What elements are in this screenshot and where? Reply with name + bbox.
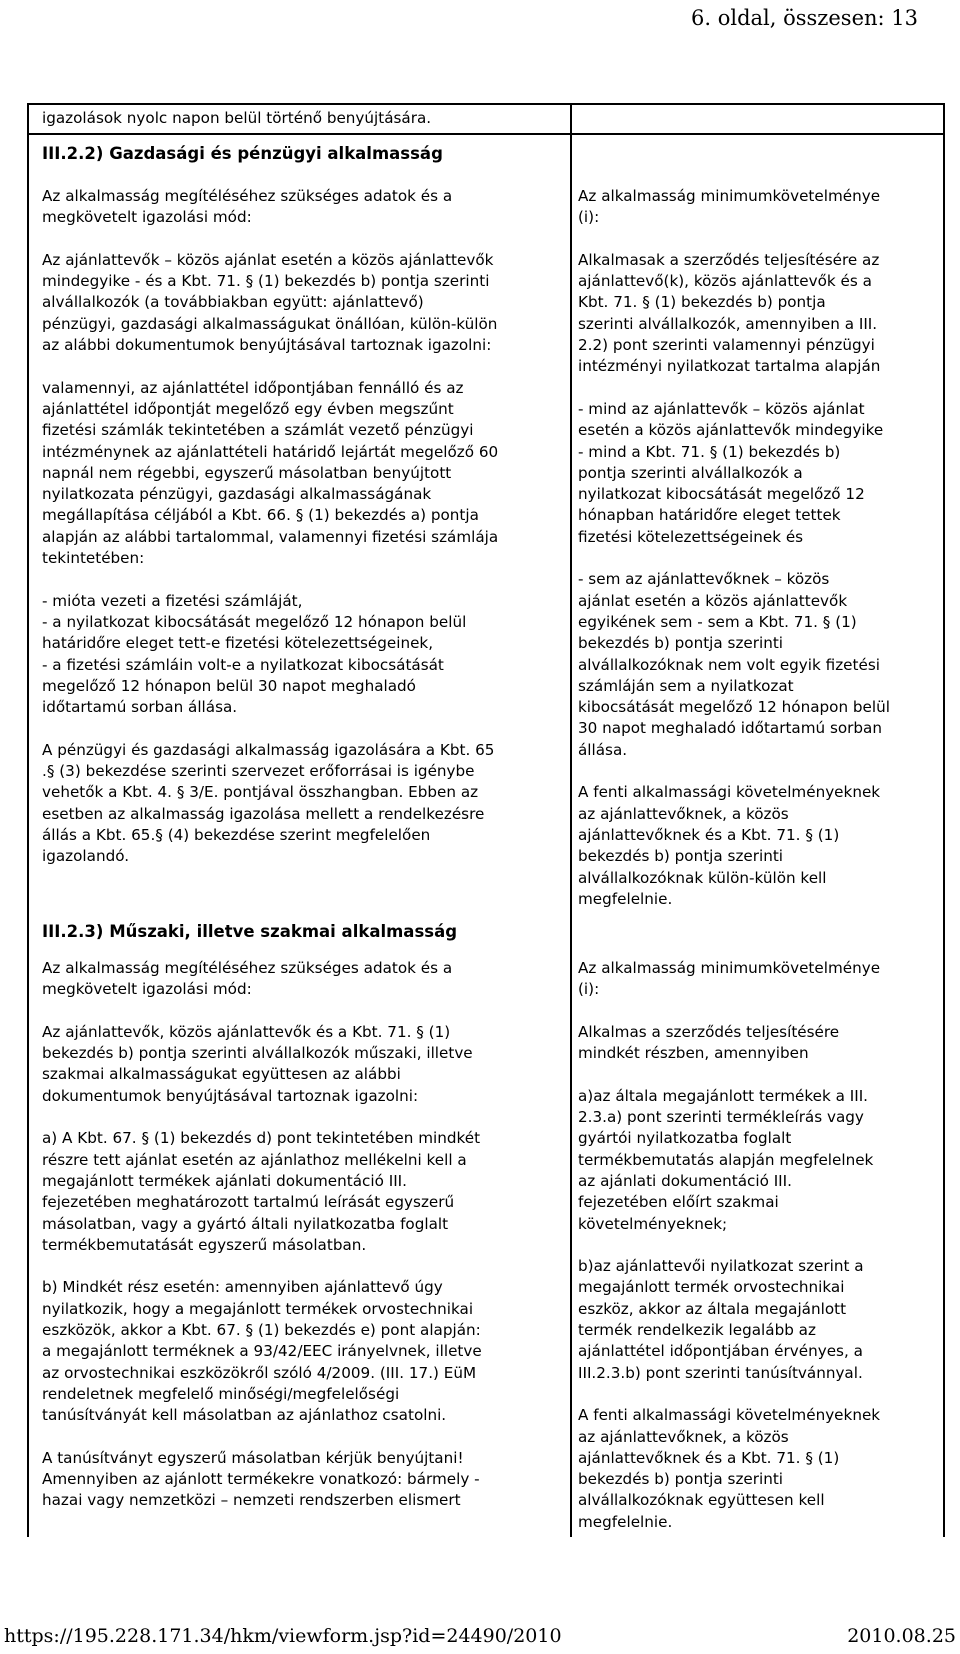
paragraph-line: nyilatkozik, hogy a megajánlott termékek orvostechnikai (42, 1299, 474, 1318)
paragraph-line: Az ajánlattevők, közös ajánlattevők és a Kbt. 71. § (1) (42, 1022, 451, 1041)
top-row-text (42, 108, 562, 129)
paragraph-line: tekintetében: (42, 549, 145, 568)
paragraph-line: mindkét részben, amennyiben (578, 1044, 809, 1063)
section-2-right-text (578, 958, 940, 1533)
paragraph-line: III.2.3.b) pont szerinti tanúsítvánnyal. (578, 1363, 863, 1382)
paragraph-line: megfelelnie. (578, 889, 673, 908)
paragraph-line: állása. (578, 740, 628, 759)
paragraph-line: esetben az alkalmasság igazolása mellett a rendelkezésre (42, 804, 485, 823)
paragraph-line: alvállalkozók (a továbbiakban együtt: ajánlattevő) (42, 293, 424, 312)
paragraph-line: hazai vagy nemzetközi – nemzeti rendszerben elismert (42, 1491, 461, 1510)
paragraph-line: ajánlattevőknek és a Kbt. 71. § (1) (578, 825, 840, 844)
paragraph-line: szakmai alkalmasságukat együttesen az alábbi (42, 1065, 401, 1084)
paragraph-line: termékbemutatás alapján megfelelnek (578, 1150, 874, 1169)
paragraph-line: Az ajánlattevők – közös ajánlat esetén a közös ajánlattevők (42, 250, 494, 269)
paragraph-line: termékbemutatását egyszerű másolatban. (42, 1235, 367, 1254)
paragraph-line: ajánlattevő(k), közös ajánlattevők és a (578, 272, 872, 291)
paragraph-line: ajánlat esetén a közös ajánlattevők (578, 591, 848, 610)
paragraph-line: hónapban határidőre eleget tettek (578, 506, 841, 525)
paragraph-line: Az alkalmasság megítéléséhez szükséges adatok és a (42, 959, 453, 977)
page-number-header: 6. oldal, összesen: 13 (691, 6, 918, 30)
paragraph-line: vehetők a Kbt. 4. § 3/E. pontjával összhangban. Ebben az (42, 783, 479, 802)
paragraph-line: alvállalkozóknak külön-külön kell (578, 868, 827, 887)
paragraph-line: részre tett ajánlat esetén az ajánlathoz mellékelni kell a (42, 1150, 467, 1169)
paragraph-line: Az alkalmasság minimumkövetelménye (578, 187, 881, 205)
paragraph-line: bekezdés b) pontja szerinti (578, 1470, 784, 1489)
paragraph-line: bekezdés b) pontja szerinti (578, 847, 784, 866)
row-divider (27, 133, 944, 135)
paragraph-line: megajánlott termék orvostechnikai (578, 1278, 845, 1297)
paragraph-line: megállapítása céljából a Kbt. 66. § (1) bekezdés a) pontja (42, 506, 479, 525)
paragraph-line: b) Mindkét rész esetén: amennyiben ajánlattevő úgy (42, 1278, 443, 1297)
paragraph-line: fejezetében előírt szakmai (578, 1193, 779, 1212)
paragraph-line: az orvostechnikai eszközökről szóló 4/2009. (III. 17.) EüM (42, 1363, 477, 1382)
paragraph-line: alvállalkozóknak együttesen kell (578, 1491, 825, 1510)
paragraph-line: tanúsítványát kell másolatban az ajánlathoz csatolni. (42, 1406, 447, 1425)
paragraph-line: az ajánlati dokumentáció III. (578, 1171, 792, 1190)
paragraph-line: b)az ajánlattevői nyilatkozat szerint a (578, 1257, 864, 1276)
table-right-border (943, 103, 945, 1537)
table-left-border (27, 103, 29, 1537)
paragraph-line: megelőző 12 hónapon belül 30 napot meghaladó (42, 676, 416, 695)
paragraph-line: Alkalmas a szerződés teljesítésére (578, 1022, 840, 1041)
paragraph-line: - a nyilatkozat kibocsátását megelőző 12 hónapon belül (42, 612, 467, 631)
section-1-right-text (578, 186, 940, 910)
paragraph-line: nyilatkozat kibocsátását megelőző 12 (578, 485, 865, 504)
paragraph-line: követelményeknek; (578, 1214, 728, 1233)
paragraph-line: pénzügyi, gazdasági alkalmasságukat önállóan, külön-külön (42, 314, 498, 333)
paragraph-line: intézményi nyilatkozat tartalma alapján (578, 357, 881, 376)
paragraph-line: időtartamú sorban állása. (42, 698, 238, 717)
paragraph-line: - sem az ajánlattevőknek – közös (578, 570, 830, 589)
paragraph-line: nyilatkozata pénzügyi, gazdasági alkalmasságának (42, 485, 432, 504)
section-2-heading (42, 921, 562, 943)
footer-date: 2010.08.25 (847, 1625, 956, 1647)
paragraph-line: eszköz, akkor az általa megajánlott (578, 1299, 847, 1318)
paragraph-line: A fenti alkalmassági követelményeknek (578, 783, 881, 802)
paragraph-line: az ajánlattevőknek, a közös (578, 804, 789, 823)
paragraph-line: másolatban, vagy a gyártó általi nyilatkozatba foglalt (42, 1214, 449, 1233)
paragraph-line: fizetési kötelezettségeinek és (578, 527, 804, 546)
paragraph-line: a) A Kbt. 67. § (1) bekezdés d) pont tekintetében mindkét (42, 1129, 481, 1148)
paragraph-line: esetén a közös ajánlattevők mindegyike (578, 421, 884, 440)
section-heading: III.2.2) Gazdasági és pénzügyi alkalmasság (42, 144, 443, 163)
paragraph-line: - mind az ajánlattevők – közös ajánlat (578, 399, 865, 418)
paragraph-line: igazolandó. (42, 847, 130, 866)
paragraph-line: (i): (578, 208, 600, 227)
paragraph-line: szerinti alvállalkozók, amennyiben a III. (578, 314, 878, 333)
section-heading: III.2.3) Műszaki, illetve szakmai alkalmasság (42, 922, 458, 941)
paragraph-line: 2.3.a) pont szerinti termékleírás vagy (578, 1108, 864, 1127)
paragraph-line: mindegyike - és a Kbt. 71. § (1) bekezdés b) pontja szerinti (42, 272, 490, 291)
paragraph-line: egyikének sem - sem a Kbt. 71. § (1) (578, 612, 857, 631)
section-1-left-text (42, 186, 567, 868)
paragraph-line: A tanúsítványt egyszerű másolatban kérjük benyújtani! (42, 1448, 464, 1467)
paragraph-line: állás a Kbt. 65.§ (4) bekezdése szerint megfelelően (42, 825, 431, 844)
section-1-heading (42, 143, 562, 165)
paragraph-line: Az alkalmasság minimumkövetelménye (578, 959, 881, 977)
paragraph-line: eszközök, akkor a Kbt. 67. § (1) bekezdés e) pont alapján: (42, 1321, 481, 1340)
paragraph-line: az alábbi dokumentumok benyújtásával tartoznak igazolni: (42, 336, 492, 355)
paragraph-line: a)az általa megajánlott termékek a III. (578, 1086, 869, 1105)
paragraph-line: A pénzügyi és gazdasági alkalmasság igazolására a Kbt. 65 (42, 740, 495, 759)
paragraph-line: számláján sem a nyilatkozat (578, 676, 794, 695)
paragraph-line: (i): (578, 980, 600, 999)
paragraph-line: .§ (3) bekezdése szerinti szervezet erőforrásai is igénybe (42, 762, 475, 781)
paragraph-line: - mióta vezeti a fizetési számláját, (42, 591, 303, 610)
footer-url: https://195.228.171.34/hkm/viewform.jsp?id=24490/2010 (4, 1625, 562, 1647)
paragraph-line: határidőre eleget tett-e fizetési kötelezettségeinek, (42, 634, 434, 653)
paragraph-line: intézménynek az ajánlattételi határidő lejártát megelőző 60 (42, 442, 499, 461)
paragraph-line: 2.2) pont szerinti valamennyi pénzügyi (578, 336, 875, 355)
paragraph-line: dokumentumok benyújtásával tartoznak igazolni: (42, 1086, 419, 1105)
paragraph-line: alvállalkozóknak nem volt egyik fizetési (578, 655, 880, 674)
paragraph-line: Amennyiben az ajánlott termékekre vonatkozó: bármely - (42, 1470, 480, 1489)
paragraph-line: 30 napot meghaladó időtartamú sorban (578, 719, 882, 738)
paragraph-line: rendeletnek megfelelő minőségi/megfelelőségi (42, 1384, 400, 1403)
table-top-border (27, 103, 944, 105)
paragraph-line: Kbt. 71. § (1) bekezdés b) pontja (578, 293, 826, 312)
paragraph-line: Alkalmasak a szerződés teljesítésére az (578, 250, 880, 269)
paragraph-line: az ajánlattevőknek, a közös (578, 1427, 789, 1446)
paragraph-line: megkövetelt igazolási mód: (42, 208, 252, 227)
paragraph-line: pontja szerinti alvállalkozók a (578, 463, 803, 482)
top-row-line: igazolások nyolc napon belül történő benyújtására. (42, 109, 432, 127)
paragraph-line: napnál nem régebbi, egyszerű másolatban benyújtott (42, 463, 452, 482)
column-divider (570, 103, 572, 1537)
paragraph-line: megfelelnie. (578, 1512, 673, 1531)
paragraph-line: megajánlott termékek ajánlati dokumentáció III. (42, 1171, 407, 1190)
paragraph-line: ajánlattétel időpontját megelőző egy évben megszűnt (42, 399, 454, 418)
paragraph-line: - a fizetési számláin volt-e a nyilatkozat kibocsátását (42, 655, 444, 674)
paragraph-line: - mind a Kbt. 71. § (1) bekezdés b) (578, 442, 841, 461)
paragraph-line: ajánlattétel időpontjában érvényes, a (578, 1342, 863, 1361)
paragraph-line: fejezetében meghatározott tartalmú leírását egyszerű (42, 1193, 455, 1212)
paragraph-line: bekezdés b) pontja szerinti (578, 634, 784, 653)
paragraph-line: valamennyi, az ajánlattétel időpontjában fennálló és az (42, 378, 464, 397)
paragraph-line: gyártói nyilatkozatba foglalt (578, 1129, 792, 1148)
section-2-left-text (42, 958, 567, 1512)
paragraph-line: bekezdés b) pontja szerinti alvállalkozók műszaki, illetve (42, 1044, 473, 1063)
paragraph-line: kibocsátását megelőző 12 hónapon belül (578, 698, 890, 717)
paragraph-line: alapján az alábbi tartalommal, valamennyi fizetési számlája (42, 527, 499, 546)
paragraph-line: A fenti alkalmassági követelményeknek (578, 1406, 881, 1425)
paragraph-line: ajánlattevőknek és a Kbt. 71. § (1) (578, 1448, 840, 1467)
paragraph-line: megkövetelt igazolási mód: (42, 980, 252, 999)
paragraph-line: Az alkalmasság megítéléséhez szükséges adatok és a (42, 187, 453, 205)
paragraph-line: fizetési számlák tekintetében a számlát vezető pénzügyi (42, 421, 474, 440)
paragraph-line: termék rendelkezik legalább az (578, 1321, 816, 1340)
paragraph-line: a megajánlott terméknek a 93/42/EEC irányelvnek, illetve (42, 1342, 482, 1361)
